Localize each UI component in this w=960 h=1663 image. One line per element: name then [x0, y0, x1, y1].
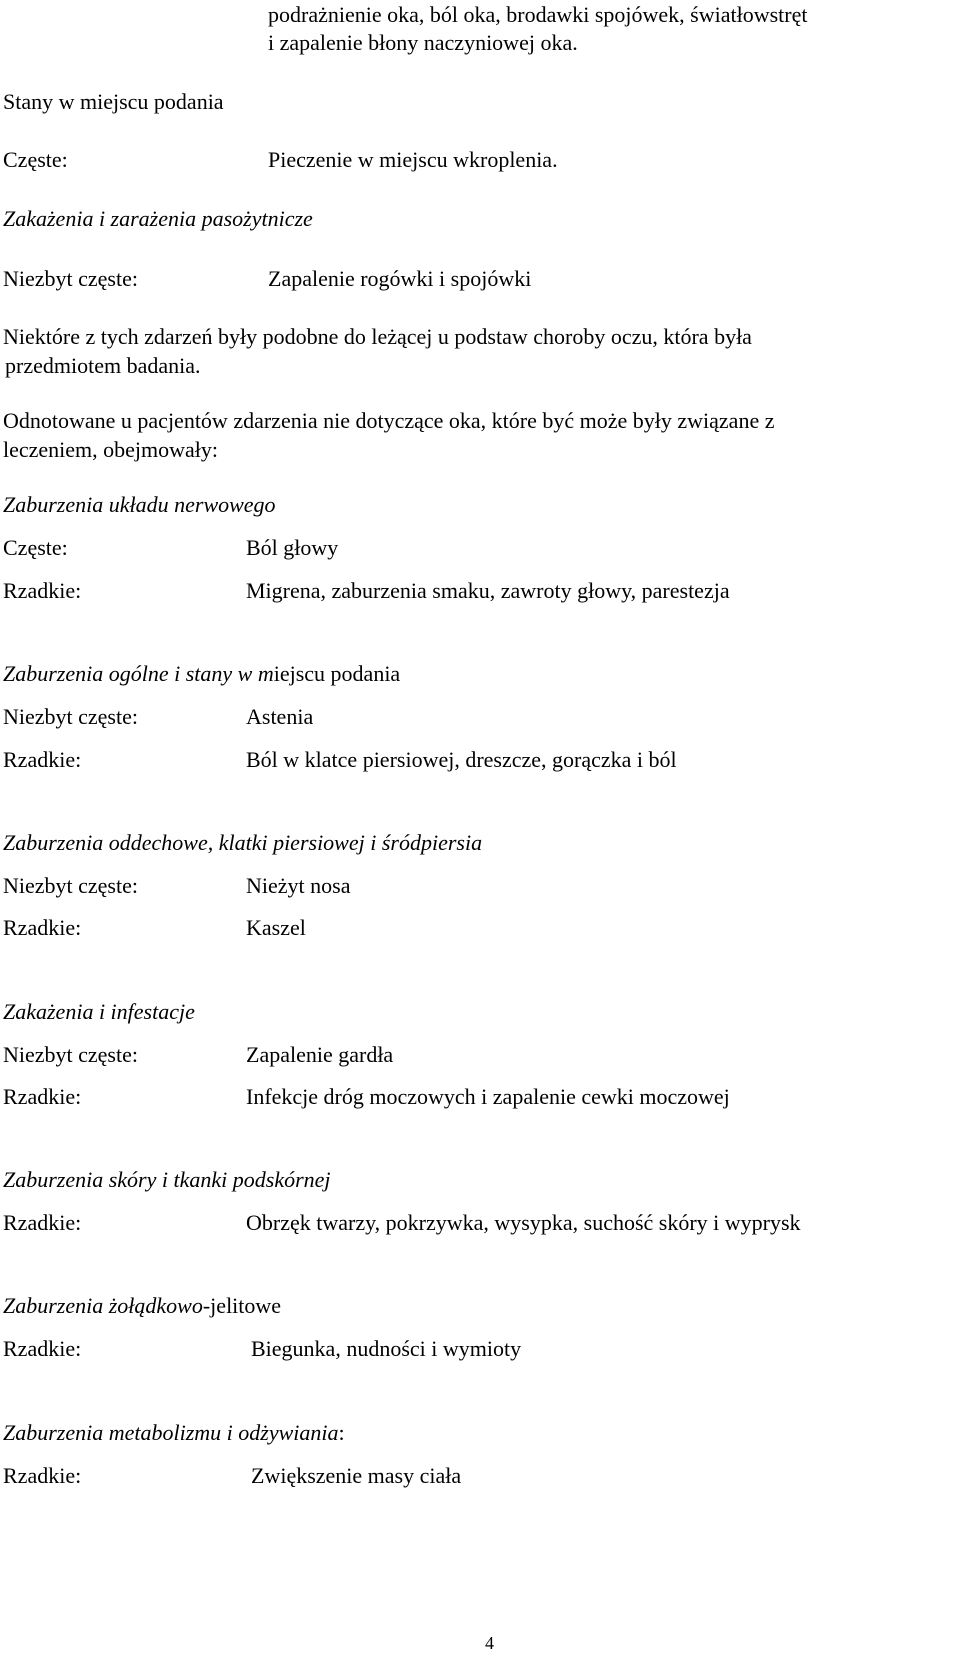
adverse-event-text: Obrzęk twarzy, pokrzywka, wysypka, suchość skóry i wyprysk	[246, 1210, 801, 1235]
frequency-label: Niezbyt częste:	[3, 704, 138, 729]
frequency-label: Rzadkie:	[3, 1336, 82, 1361]
section-heading-local: Stany w miejscu podania	[3, 89, 224, 114]
top-text-line-2: i zapalenie błony naczyniowej oka.	[268, 30, 578, 55]
adverse-event-text: Kaszel	[246, 915, 306, 940]
frequency-label: Niezbyt częste:	[3, 266, 138, 291]
heading-italic-part: Zaburzenia ogólne i stany w m	[3, 661, 274, 686]
adverse-event-text: Ból w klatce piersiowej, dreszcze, gorączka i ból	[246, 747, 677, 772]
section-heading-infections: Zakażenia i zarażenia pasożytnicze	[3, 206, 313, 231]
section-heading-metabolism	[3, 1420, 345, 1446]
frequency-label: Częste:	[3, 535, 68, 560]
adverse-event-text: Infekcje dróg moczowych i zapalenie cewki moczowej	[246, 1084, 730, 1109]
adverse-event-text: Nieżyt nosa	[246, 873, 351, 898]
heading-regular-part: iejscu podania	[273, 661, 401, 686]
paragraph-line: Niektóre z tych zdarzeń były podobne do leżącej u podstaw choroby oczu, która była	[3, 324, 752, 349]
frequency-label: Rzadkie:	[3, 747, 82, 772]
page-number: 4	[485, 1633, 494, 1653]
frequency-label: Rzadkie:	[3, 915, 82, 940]
section-heading-gastro	[3, 1293, 281, 1319]
section-heading-general	[3, 661, 400, 687]
frequency-label: Rzadkie:	[3, 1463, 82, 1488]
frequency-label: Niezbyt częste:	[3, 873, 138, 898]
top-text-line-1: podrażnienie oka, ból oka, brodawki spojówek, światłowstręt	[268, 2, 808, 27]
paragraph-line: leczeniem, obejmowały:	[3, 437, 219, 462]
heading-regular-part: -jelitowe	[202, 1293, 282, 1318]
adverse-event-text: Zwiększenie masy ciała	[251, 1463, 462, 1488]
adverse-event-text: Astenia	[246, 704, 314, 729]
adverse-event-text: Pieczenie w miejscu wkroplenia.	[268, 147, 558, 172]
adverse-event-text: Migrena, zaburzenia smaku, zawroty głowy, parestezja	[246, 578, 730, 603]
adverse-event-text: Zapalenie rogówki i spojówki	[268, 266, 532, 291]
paragraph-line: Odnotowane u pacjentów zdarzenia nie dotyczące oka, które być może były związane z	[3, 408, 775, 433]
section-heading-infestations: Zakażenia i infestacje	[3, 999, 195, 1024]
adverse-event-text: Zapalenie gardła	[246, 1042, 394, 1067]
frequency-label: Rzadkie:	[3, 1084, 82, 1109]
frequency-label: Częste:	[3, 147, 68, 172]
heading-italic-part: Zaburzenia metabolizmu i odżywiania	[3, 1420, 339, 1445]
section-heading-nervous: Zaburzenia układu nerwowego	[3, 492, 276, 517]
section-heading-respiratory: Zaburzenia oddechowe, klatki piersiowej i śródpiersia	[3, 830, 483, 855]
frequency-label: Rzadkie:	[3, 1210, 82, 1235]
frequency-label: Niezbyt częste:	[3, 1042, 138, 1067]
frequency-label: Rzadkie:	[3, 578, 82, 603]
heading-italic-part: Zaburzenia żołądkowo	[3, 1293, 203, 1318]
section-heading-skin: Zaburzenia skóry i tkanki podskórnej	[3, 1167, 331, 1192]
adverse-event-text: Ból głowy	[246, 535, 339, 560]
heading-regular-part: :	[338, 1420, 345, 1445]
adverse-event-text: Biegunka, nudności i wymioty	[251, 1336, 522, 1361]
paragraph-line: przedmiotem badania.	[5, 353, 201, 378]
